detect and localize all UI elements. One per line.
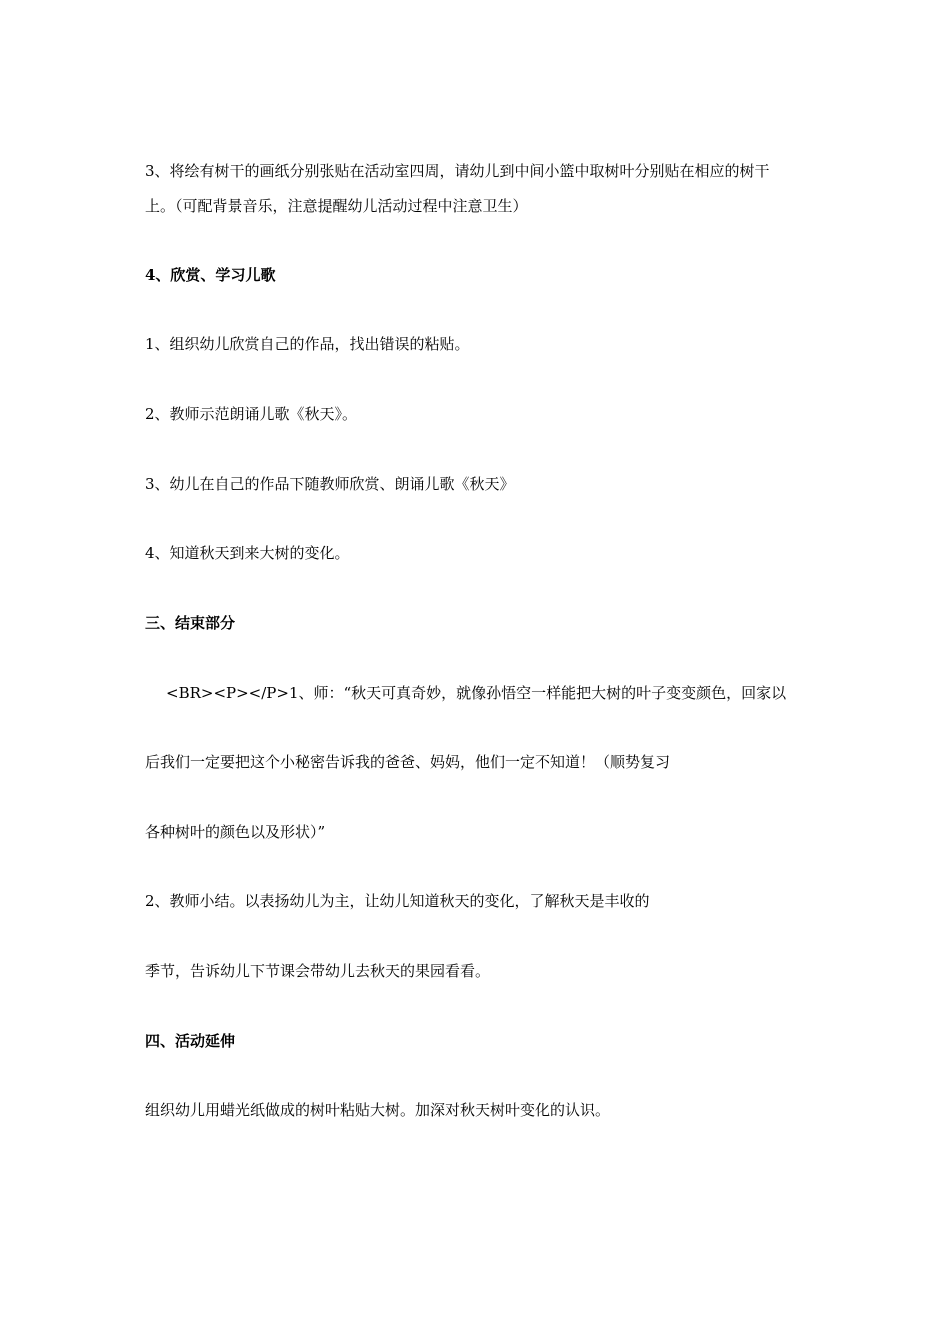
paragraph-item-4: 4、知道秋天到来大树的变化。 [145,544,350,562]
paragraph-teacher-speech: <BR><P></P>1、师：“秋天可真奇妙，就像孙悟空一样能把大树的叶子变变颜色，回家以 [166,684,787,702]
paragraph-teacher-summary-cont: 季节，告诉幼儿下节课会带幼儿去秋天的果园看看。 [145,962,491,980]
paragraph-item-1: 1、组织幼儿欣赏自己的作品，找出错误的粘贴。 [145,335,470,353]
section-heading-appreciate-learn: 4、欣赏、学习儿歌 [145,266,276,284]
section-heading-ending: 三、结束部分 [145,614,236,632]
section-heading-extension: 四、活动延伸 [145,1032,236,1050]
paragraph-item-2: 2、教师示范朗诵儿歌《秋天》。 [145,405,358,423]
paragraph-item-3: 3、幼儿在自己的作品下随教师欣赏、朗诵儿歌《秋天》 [145,475,515,493]
paragraph-step3-text: 3、将绘有树干的画纸分别张贴在活动室四周，请幼儿到中间小篮中取树叶分别贴在相应的树干 [145,162,770,180]
paragraph-teacher-speech-cont: 后我们一定要把这个小秘密告诉我的爸爸、妈妈，他们一定不知道！（顺势复习 [145,753,671,771]
paragraph-teacher-summary: 2、教师小结。以表扬幼儿为主，让幼儿知道秋天的变化，了解秋天是丰收的 [145,892,650,910]
paragraph-extension: 组织幼儿用蜡光纸做成的树叶粘贴大树。加深对秋天树叶变化的认识。 [145,1101,611,1119]
paragraph-step3-continuation: 上。（可配背景音乐，注意提醒幼儿活动过程中注意卫生） [145,197,528,215]
paragraph-teacher-speech-end: 各种树叶的颜色以及形状）” [145,823,326,841]
